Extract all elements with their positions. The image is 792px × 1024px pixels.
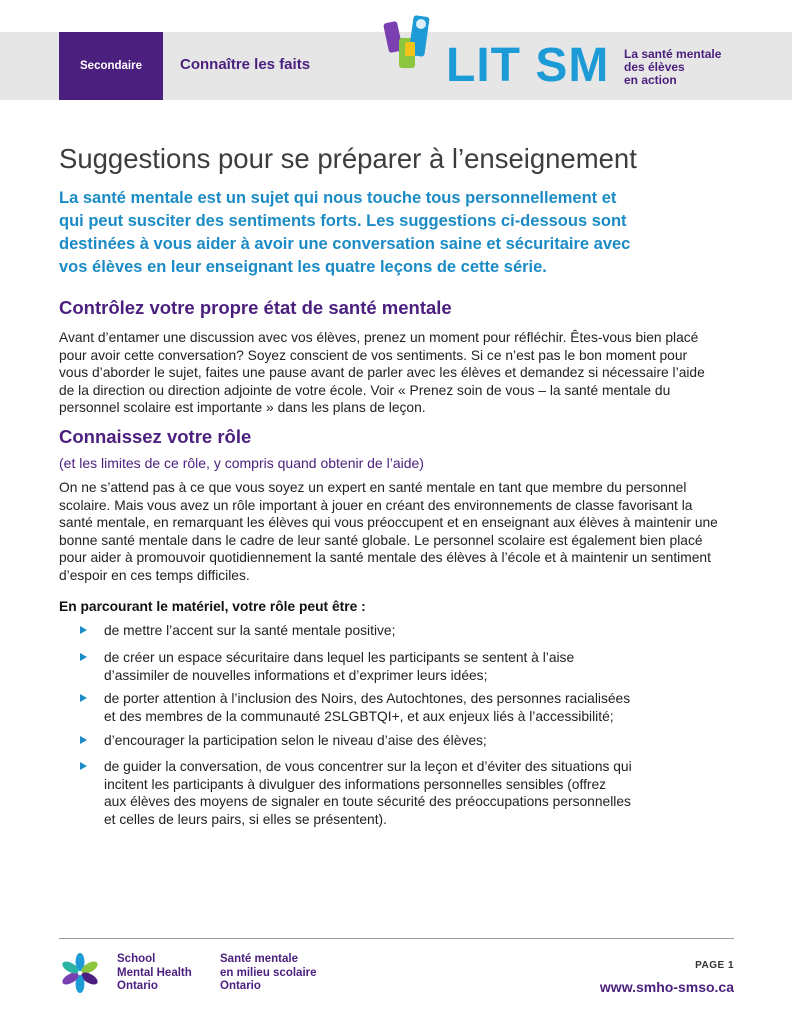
paragraph-line: vous d’aborder le sujet, faites une pause avant de parler avec les élèves et demandez si nécessaire l’aide — [59, 365, 705, 381]
paragraph-line: de la direction ou direction adjointe de votre école. Voir « Prenez soin de vous – la santé mentale du — [59, 382, 671, 398]
paragraph-line: bonne santé mentale dans le cadre de leur santé globale. Le personnel scolaire est également bien placé — [59, 532, 703, 548]
footer-org-line: Mental Health — [117, 966, 192, 979]
intro-text — [59, 187, 749, 279]
list-item-line: de créer un espace sécuritaire dans lequel les participants se sentent à l’aise — [104, 650, 575, 665]
intro-line: La santé mentale est un sujet qui nous touche tous personnellement et — [59, 189, 617, 207]
footer-divider — [59, 938, 734, 939]
list-item-line: et des membres de la communauté 2SLGBTQI+, et aux enjeux liés à l’accessibilité; — [104, 708, 614, 724]
bullet-triangle-icon — [80, 694, 87, 702]
brand-name: LIT SM — [446, 39, 610, 92]
paragraph-line: On ne s’attend pas à ce que vous soyez un expert en santé mentale en tant que membre du personnel — [59, 480, 687, 495]
footer-org-french — [220, 953, 317, 994]
bullet-triangle-icon — [80, 762, 87, 770]
section-heading-role: Connaissez votre rôle — [59, 426, 252, 447]
footer-org-line: Ontario — [117, 980, 158, 992]
level-tag: Secondaire — [59, 32, 163, 100]
intro-line: vos élèves en leur enseignant les quatre leçons de cette série. — [59, 258, 547, 276]
paragraph-line: d’espoir en ces temps difficiles. — [59, 567, 250, 583]
footer-url-link[interactable]: www.smho-smso.ca — [599, 979, 734, 995]
list-item-text — [104, 690, 754, 725]
brand-tagline-line: des élèves — [624, 60, 685, 74]
section-subnote: (et les limites de ce rôle, y compris quand obtenir de l’aide) — [59, 455, 424, 471]
list-item-text — [104, 732, 754, 750]
paragraph-line: scolaire. Mais vous avez un rôle important à jouer en créant des environnements de classe favorisant la — [59, 497, 693, 513]
paragraph-line: santé mentale, en remarquant les élèves qui vous préoccupent et en enseignant aux élèves à maintenir une — [59, 515, 718, 531]
list-item-line: de porter attention à l’inclusion des Noirs, des Autochtones, des personnes racialisées — [104, 691, 631, 706]
section-paragraph-role — [59, 479, 759, 585]
brand-tagline — [624, 48, 784, 87]
page-number: PAGE 1 — [695, 960, 734, 971]
list-item-line: de guider la conversation, de vous concentrer sur la leçon et d’éviter des situations qui — [104, 759, 632, 774]
footer-org-line: en milieu scolaire — [220, 966, 317, 979]
paragraph-line: personnel scolaire est importante » dans les plans de leçon. — [59, 400, 426, 416]
list-item-line: d’encourager la participation selon le niveau d’aise des élèves; — [104, 733, 487, 748]
list-item-line: d’assimiler de nouvelles informations et d’exprimer leurs idées; — [104, 667, 488, 683]
lit-sm-logo-icon — [383, 12, 435, 74]
footer-org-line: Ontario — [220, 980, 261, 992]
intro-line: qui peut susciter des sentiments forts. Les suggestions ci-dessous sont — [59, 212, 627, 230]
bullet-triangle-icon — [80, 736, 87, 744]
paragraph-line: pour avoir cette conversation? Soyez conscient de vos sentiments. Si ce n’est pas le bon moment pour — [59, 347, 688, 363]
list-item-line: incitent les participants à divulguer des informations personnelles sensibles (offrez — [104, 776, 607, 792]
list-item-line: de mettre l’accent sur la santé mentale positive; — [104, 623, 396, 638]
list-item-text — [104, 622, 754, 640]
footer-org-line: School — [117, 953, 156, 965]
bullet-triangle-icon — [80, 626, 87, 634]
footer-org-line: Santé mentale — [220, 953, 298, 965]
list-intro: En parcourant le matériel, votre rôle peut être : — [59, 599, 366, 614]
list-item-line: aux élèves des moyens de signaler en toute sécurité des préoccupations personnelles — [104, 794, 631, 810]
bullet-triangle-icon — [80, 653, 87, 661]
intro-line: destinées à vous aider à avoir une conversation saine et sécuritaire avec — [59, 235, 631, 253]
footer-org-english — [117, 953, 192, 994]
list-item-text — [104, 649, 754, 684]
list-item-text — [104, 758, 754, 828]
list-item-line: et celles de leurs pairs, si elles se présentent). — [104, 811, 387, 827]
smho-logo-icon — [59, 952, 101, 994]
paragraph-line: pour aider à promouvoir quotidiennement la santé mentale des élèves à l’école et à maintenir un sentiment — [59, 550, 711, 566]
section-label: Connaître les faits — [180, 56, 311, 73]
brand-tagline-line: La santé mentale — [624, 47, 722, 61]
section-heading-mental-health: Contrôlez votre propre état de santé mentale — [59, 297, 452, 318]
paragraph-line: Avant d’entamer une discussion avec vos élèves, prenez un moment pour réfléchir. Êtes-vous bien placé — [59, 330, 699, 345]
page-title: Suggestions pour se préparer à l’enseignement — [59, 143, 637, 174]
section-paragraph-mental-health — [59, 329, 759, 417]
brand-tagline-line: en action — [624, 73, 677, 87]
